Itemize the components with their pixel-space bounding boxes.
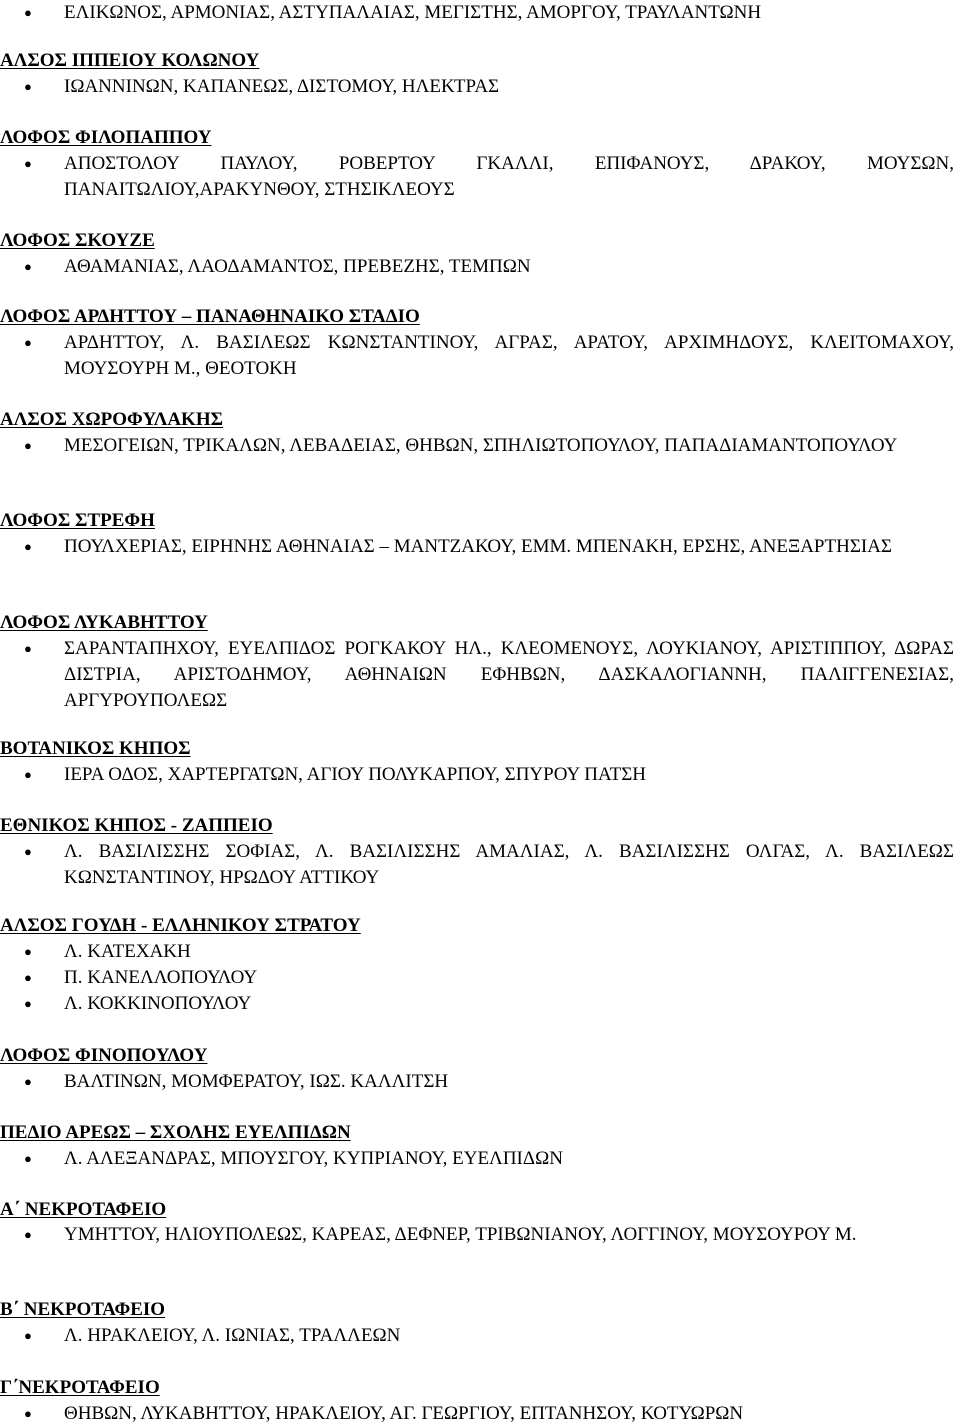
section-heading: ΑΛΣΟΣ ΧΩΡΟΦΥΛΑΚΗΣ xyxy=(0,409,224,430)
list-item: ΙΕΡΑ ΟΔΟΣ, ΧΑΡΤΕΡΓΑΤΩΝ, ΑΓΙΟΥ ΠΟΛΥΚΑΡΠΟΥ, ΣΠΥΡΟΥ ΠΑΤΣΗ xyxy=(64,764,646,785)
list-item: ΒΑΛΤΙΝΩΝ, ΜΟΜΦΕΡΑΤΟΥ, ΙΩΣ. ΚΑΛΛΙΤΣΗ xyxy=(64,1071,449,1092)
bullet-icon: ● xyxy=(24,79,32,94)
list-item: ΥΜΗΤΤΟΥ, ΗΛΙΟΥΠΟΛΕΩΣ, ΚΑΡΕΑΣ, ΔΕΦΝΕΡ, ΤΡΙΒΩΝΙΑΝΟΥ, ΛΟΓΓΙΝΟΥ, ΜΟΥΣΟΥΡΟΥ Μ. xyxy=(64,1224,857,1245)
bullet-icon: ● xyxy=(24,996,32,1011)
section-heading: ΑΛΣΟΣ ΓΟΥΔΗ - ΕΛΛΗΝΙΚΟΥ ΣΤΡΑΤΟΥ xyxy=(0,915,361,936)
section-heading: ΛΟΦΟΣ ΛΥΚΑΒΗΤΤΟΥ xyxy=(0,612,208,633)
list-item: ΘΗΒΩΝ, ΛΥΚΑΒΗΤΤΟΥ, ΗΡΑΚΛΕΙΟΥ, ΑΓ. ΓΕΩΡΓΙΟΥ, ΕΠΤΑΝΗΣΟΥ, ΚΟΤΥΩΡΩΝ xyxy=(64,1403,744,1424)
list-item: Λ. ΒΑΣΙΛΙΣΣΗΣ ΣΟΦΙΑΣ, Λ. ΒΑΣΙΛΙΣΣΗΣ ΑΜΑΛΙΑΣ, Λ. ΒΑΣΙΛΙΣΣΗΣ ΟΛΓΑΣ, Λ. ΒΑΣΙΛΕΩΣ ΚΩΝΣΤΑΝΤΙΝΟΥ, ΗΡΩΔΟΥ ΑΤΤΙΚΟΥ xyxy=(64,841,954,888)
list-item: ΣΑΡΑΝΤΑΠΗΧΟΥ, ΕΥΕΛΠΙΔΟΣ ΡΟΓΚΑΚΟΥ ΗΛ., ΚΛΕΟΜΕΝΟΥΣ, ΛΟΥΚΙΑΝΟΥ, ΑΡΙΣΤΙΠΠΟΥ, ΔΩΡΑΣ ΔΙΣΤΡΙΑ, ΑΡΙΣΤΟΔΗΜΟΥ, ΑΘΗΝΑΙΩΝ ΕΦΗΒΩΝ, ΔΑΣΚΑΛΟΓΙΑΝΝΗ, ΠΑΛΙΓΓΕΝΕΣΙΑΣ, ΑΡΓΥΡΟΥΠΟΛΕΩΣ xyxy=(64,638,954,711)
section-heading: ΛΟΦΟΣ ΦΙΝΟΠΟΥΛΟΥ xyxy=(0,1045,208,1066)
list-item: Π. ΚΑΝΕΛΛΟΠΟΥΛΟΥ xyxy=(64,967,258,988)
bullet-icon: ● xyxy=(24,539,32,554)
section-heading: Β΄ ΝΕΚΡΟΤΑΦΕΙΟ xyxy=(0,1299,166,1320)
section-heading: Γ΄ΝΕΚΡΟΤΑΦΕΙΟ xyxy=(0,1377,160,1398)
bullet-icon: ● xyxy=(24,156,32,171)
section-heading: ΕΘΝΙΚΟΣ ΚΗΠΟΣ - ΖΑΠΠΕΙΟ xyxy=(0,815,273,836)
section-heading: ΑΛΣΟΣ ΙΠΠΕΙΟΥ ΚΟΛΩΝΟΥ xyxy=(0,50,260,71)
list-item: ΑΡΔΗΤΤΟΥ, Λ. ΒΑΣΙΛΕΩΣ ΚΩΝΣΤΑΝΤΙΝΟΥ, ΑΓΡΑΣ, ΑΡΑΤΟΥ, ΑΡΧΙΜΗΔΟΥΣ, ΚΛΕΙΤΟΜΑΧΟΥ, ΜΟΥΣΟΥΡΗ Μ., ΘΕΟΤΟΚΗ xyxy=(64,332,954,379)
list-item: ΜΕΣΟΓΕΙΩΝ, ΤΡΙΚΑΛΩΝ, ΛΕΒΑΔΕΙΑΣ, ΘΗΒΩΝ, ΣΠΗΛΙΩΤΟΠΟΥΛΟΥ, ΠΑΠΑΔΙΑΜΑΝΤΟΠΟΥΛΟΥ xyxy=(64,435,898,456)
bullet-icon: ● xyxy=(24,767,32,782)
bullet-icon: ● xyxy=(24,1151,32,1166)
list-item: ΕΛΙΚΩΝΟΣ, ΑΡΜΟΝΙΑΣ, ΑΣΤΥΠΑΛΑΙΑΣ, ΜΕΓΙΣΤΗΣ, ΑΜΟΡΓΟΥ, ΤΡΑΥΛΑΝΤΩΝΗ xyxy=(64,2,762,23)
bullet-icon: ● xyxy=(24,844,32,859)
list-item: ΑΠΟΣΤΟΛΟΥ ΠΑΥΛΟΥ, ΡΟΒΕΡΤΟΥ ΓΚΑΛΛΙ, ΕΠΙΦΑΝΟΥΣ, ΔΡΑΚΟΥ, ΜΟΥΣΩΝ, ΠΑΝΑΙΤΩΛΙΟΥ,ΑΡΑΚΥΝΘΟΥ, ΣΤΗΣΙΚΛΕΟΥΣ xyxy=(64,153,954,200)
bullet-icon: ● xyxy=(24,1328,32,1343)
bullet-icon: ● xyxy=(24,438,32,453)
list-item: Λ. ΚΟΚΚΙΝΟΠΟΥΛΟΥ xyxy=(64,993,252,1014)
bullet-icon: ● xyxy=(24,259,32,274)
section-heading: Α΄ ΝΕΚΡΟΤΑΦΕΙΟ xyxy=(0,1199,167,1220)
section-heading: ΛΟΦΟΣ ΑΡΔΗΤΤΟΥ – ΠΑΝΑΘΗΝΑΙΚΟ ΣΤΑΔΙΟ xyxy=(0,306,420,327)
bullet-icon: ● xyxy=(24,1406,32,1421)
bullet-icon: ● xyxy=(24,1227,32,1242)
section-heading: ΛΟΦΟΣ ΣΤΡΕΦΗ xyxy=(0,510,155,531)
bullet-icon: ● xyxy=(24,970,32,985)
list-item: ΑΘΑΜΑΝΙΑΣ, ΛΑΟΔΑΜΑΝΤΟΣ, ΠΡΕΒΕΖΗΣ, ΤΕΜΠΩΝ xyxy=(64,256,531,277)
section-heading: ΛΟΦΟΣ ΣΚΟΥΖΕ xyxy=(0,230,155,251)
bullet-icon: ● xyxy=(24,641,32,656)
bullet-icon: ● xyxy=(24,335,32,350)
section-heading: ΛΟΦΟΣ ΦΙΛΟΠΑΠΠΟΥ xyxy=(0,127,212,148)
list-item: Λ. ΚΑΤΕΧΑΚΗ xyxy=(64,941,191,962)
list-item: Λ. ΗΡΑΚΛΕΙΟΥ, Λ. ΙΩΝΙΑΣ, ΤΡΑΛΛΕΩΝ xyxy=(64,1325,401,1346)
list-item: ΙΩΑΝΝΙΝΩΝ, ΚΑΠΑΝΕΩΣ, ΔΙΣΤΟΜΟΥ, ΗΛΕΚΤΡΑΣ xyxy=(64,76,500,97)
bullet-icon: ● xyxy=(24,944,32,959)
section-heading: ΠΕΔΙΟ ΑΡΕΩΣ – ΣΧΟΛΗΣ ΕΥΕΛΠΙΔΩΝ xyxy=(0,1122,351,1143)
list-item: Λ. ΑΛΕΞΑΝΔΡΑΣ, ΜΠΟΥΣΓΟΥ, ΚΥΠΡΙΑΝΟΥ, ΕΥΕΛΠΙΔΩΝ xyxy=(64,1148,563,1169)
bullet-icon: ● xyxy=(24,1074,32,1089)
bullet-icon: ● xyxy=(24,5,32,20)
section-heading: ΒΟΤΑΝΙΚΟΣ ΚΗΠΟΣ xyxy=(0,738,191,759)
list-item: ΠΟΥΛΧΕΡΙΑΣ, ΕΙΡΗΝΗΣ ΑΘΗΝΑΙΑΣ – ΜΑΝΤΖΑΚΟΥ, ΕΜΜ. ΜΠΕΝΑΚΗ, ΕΡΣΗΣ, ΑΝΕΞΑΡΤΗΣΙΑΣ xyxy=(64,536,892,557)
